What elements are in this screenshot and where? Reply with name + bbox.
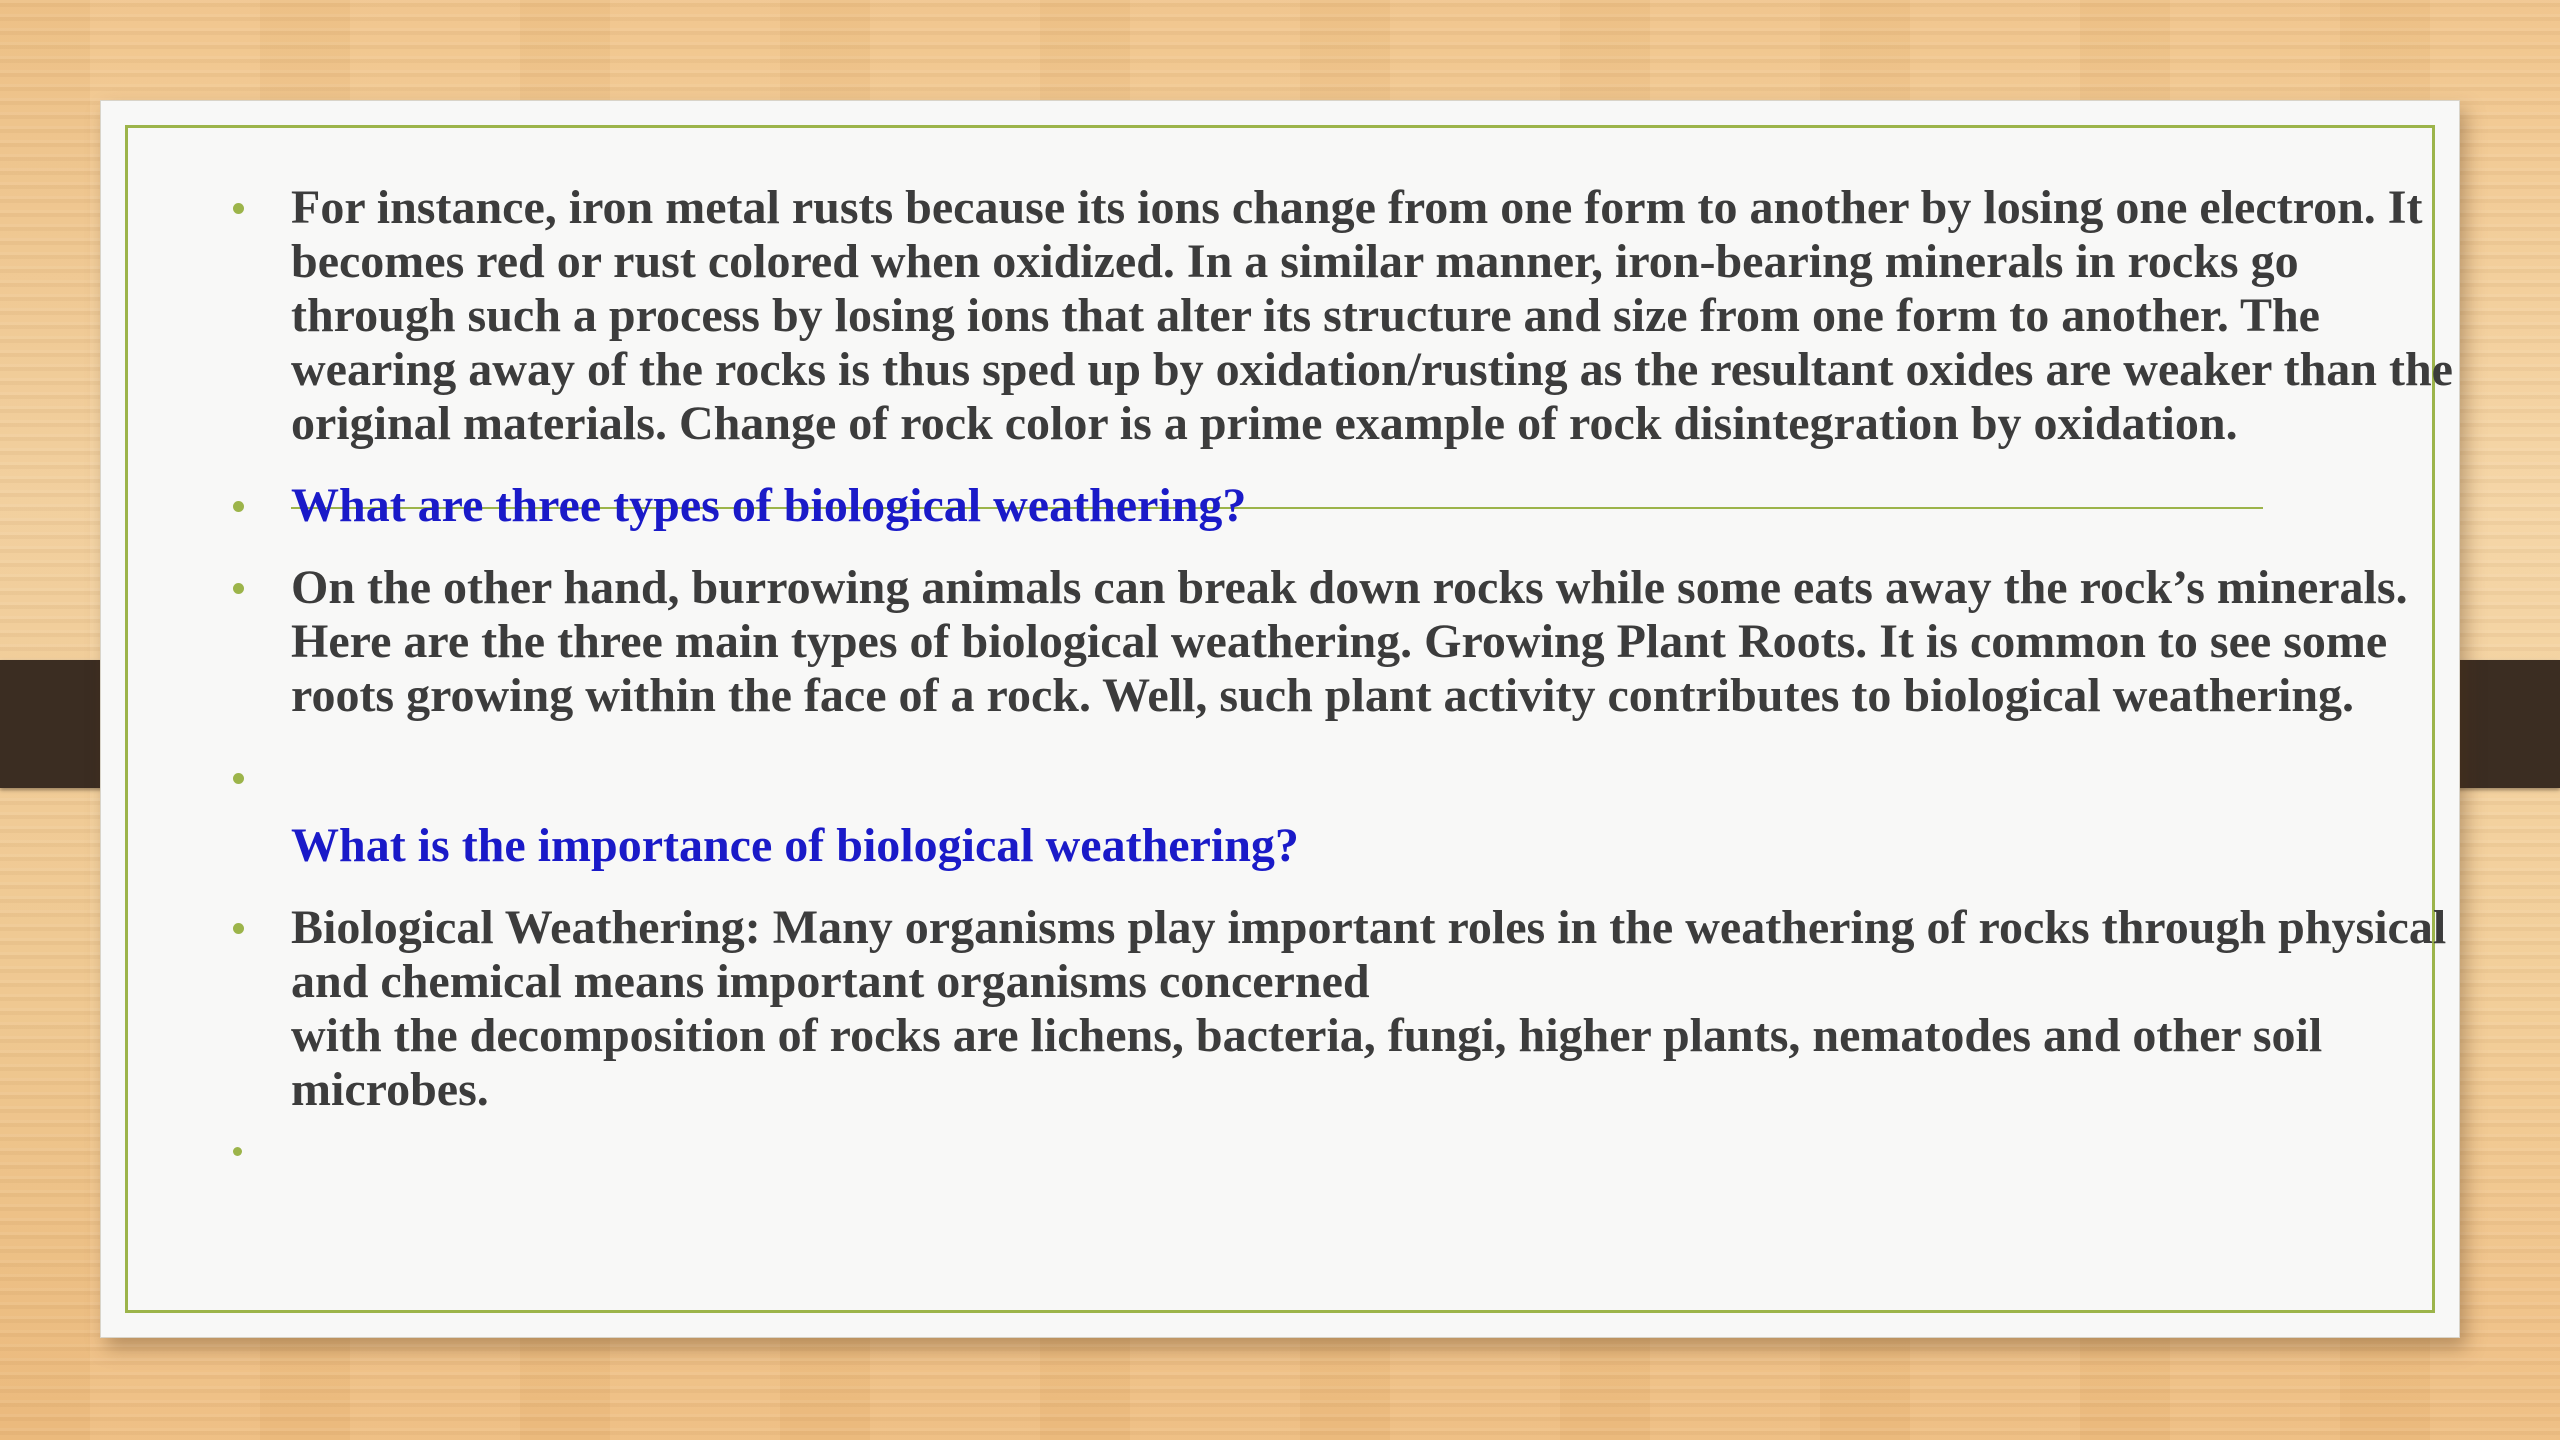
bullet-dot [233, 583, 244, 594]
bullet-list [191, 181, 2461, 1173]
bullet-text-line2: with the decomposition of rocks are lichens, bacteria, fungi, higher plants, nematodes and other soil microbes. [291, 1009, 2323, 1116]
question-text: What are three types of biological weathering? [291, 479, 1247, 532]
bullet-dot [233, 923, 244, 934]
question-types [191, 479, 2461, 533]
bullet-oxidation [191, 181, 2461, 451]
bullet-text: For instance, iron metal rusts because its ions change from one form to another by losing one electron. It becomes red or rust colored when oxidized. In a similar manner, iron-bearing minerals in rocks go through such a process by losing ions that alter its structure and size from one form to another. The wearing away of the rocks is thus sped up by oxidation/rusting as the resultant oxides are weaker than the original materials. Change of rock color is a prime example of rock disintegration by oxidation. [291, 181, 2453, 450]
bullet-burrowing [191, 561, 2461, 723]
bullet-text-line1: Biological Weathering: Many organisms play important roles in the weathering of rocks through physical and chemical means important organisms concerned [291, 901, 2447, 1008]
bullet-organisms [191, 901, 2461, 1117]
question-text: What is the importance of biological weathering? [291, 819, 1299, 872]
bullet-text: On the other hand, burrowing animals can break down rocks while some eats away the rock’s minerals. Here are the three main types of biological weathering. Growing Plant Roots. It is common to see some roots growing within the face of a rock. Well, such plant activity contributes to biological weathering. [291, 561, 2408, 722]
question-importance [191, 819, 2461, 873]
bullet-empty [191, 751, 2461, 805]
bullet-dot [233, 203, 244, 214]
bullet-dot [233, 773, 244, 784]
bullet-dot [233, 501, 244, 512]
slide-card [100, 100, 2460, 1338]
bullet-empty [191, 1133, 2461, 1173]
bullet-dot [233, 1147, 242, 1156]
